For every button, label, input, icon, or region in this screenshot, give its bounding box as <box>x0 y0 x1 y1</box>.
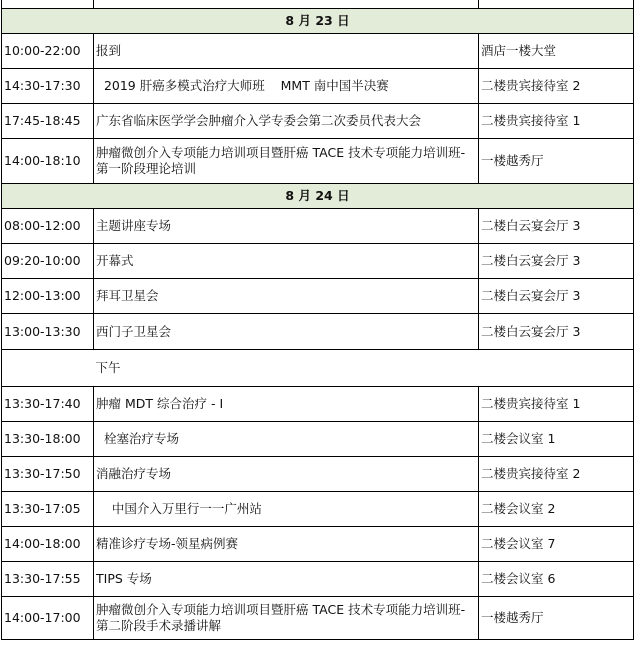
time-cell: 14:00-18:10 <box>2 139 94 184</box>
table-row <box>2 457 634 492</box>
time-cell: 13:30-17:55 <box>2 562 94 597</box>
table-row <box>2 34 634 69</box>
time-cell: 13:30-18:00 <box>2 422 94 457</box>
event-cell: 肿瘤 MDT 综合治疗 - I <box>94 387 479 422</box>
time-cell: 13:30-17:05 <box>2 492 94 527</box>
table-row-top-partial <box>2 0 634 9</box>
day-header-row <box>2 9 634 34</box>
venue-cell: 二楼贵宾接待室 2 <box>479 69 634 104</box>
table-row <box>2 492 634 527</box>
table-row <box>2 244 634 279</box>
venue-cell: 二楼贵宾接待室 1 <box>479 104 634 139</box>
table-row <box>2 597 634 640</box>
time-cell: 14:30-17:30 <box>2 69 94 104</box>
event-cell: 2019 肝癌多模式治疗大师班 MMT 南中国半决赛 <box>94 69 479 104</box>
venue-cell: 二楼白云宴会厅 3 <box>479 209 634 244</box>
venue-cell: 二楼会议室 7 <box>479 527 634 562</box>
event-cell: 肿瘤微创介入专项能力培训项目暨肝癌 TACE 技术专项能力培训班-第一阶段理论培训 <box>94 139 479 184</box>
time-cell: 13:00-13:30 <box>2 314 94 350</box>
section-row-afternoon <box>2 350 634 387</box>
event-cell: 拜耳卫星会 <box>94 279 479 314</box>
time-cell: 13:30-17:50 <box>2 457 94 492</box>
time-cell: 14:00-17:00 <box>2 597 94 640</box>
event-cell: 广东省临床医学学会肿瘤介入学专委会第二次委员代表大会 <box>94 104 479 139</box>
event-cell: 主题讲座专场 <box>94 209 479 244</box>
venue-cell <box>479 0 634 9</box>
schedule-table <box>1 0 634 640</box>
event-cell: 报到 <box>94 34 479 69</box>
event-cell: 西门子卫星会 <box>94 314 479 350</box>
event-cell: 精准诊疗专场-领星病例赛 <box>94 527 479 562</box>
venue-cell: 二楼会议室 1 <box>479 422 634 457</box>
day-header-aug24: 8 月 24 日 <box>2 184 634 209</box>
venue-cell: 二楼贵宾接待室 2 <box>479 457 634 492</box>
day-header-aug23: 8 月 23 日 <box>2 9 634 34</box>
table-row <box>2 279 634 314</box>
venue-cell: 二楼贵宾接待室 1 <box>479 387 634 422</box>
time-cell: 13:30-17:40 <box>2 387 94 422</box>
event-cell: 栓塞治疗专场 <box>94 422 479 457</box>
venue-cell: 二楼会议室 2 <box>479 492 634 527</box>
venue-cell: 二楼会议室 6 <box>479 562 634 597</box>
table-row <box>2 139 634 184</box>
time-cell: 10:00-22:00 <box>2 34 94 69</box>
table-row <box>2 314 634 350</box>
event-cell: TIPS 专场 <box>94 562 479 597</box>
time-cell: 17:45-18:45 <box>2 104 94 139</box>
section-label: 下午 <box>94 350 479 387</box>
section-spacer <box>2 350 94 387</box>
table-row <box>2 387 634 422</box>
venue-cell: 二楼白云宴会厅 3 <box>479 314 634 350</box>
time-cell <box>2 0 94 9</box>
venue-cell: 二楼白云宴会厅 3 <box>479 279 634 314</box>
time-cell: 14:00-18:00 <box>2 527 94 562</box>
table-row <box>2 104 634 139</box>
venue-cell: 酒店一楼大堂 <box>479 34 634 69</box>
time-cell: 09:20-10:00 <box>2 244 94 279</box>
venue-cell: 一楼越秀厅 <box>479 597 634 640</box>
event-cell <box>94 0 479 9</box>
event-cell: 肿瘤微创介入专项能力培训项目暨肝癌 TACE 技术专项能力培训班-第二阶段手术录播讲解 <box>94 597 479 640</box>
table-row <box>2 527 634 562</box>
venue-cell: 一楼越秀厅 <box>479 139 634 184</box>
table-row <box>2 69 634 104</box>
table-row <box>2 422 634 457</box>
venue-cell: 二楼白云宴会厅 3 <box>479 244 634 279</box>
time-cell: 12:00-13:00 <box>2 279 94 314</box>
table-row <box>2 562 634 597</box>
time-cell: 08:00-12:00 <box>2 209 94 244</box>
day-header-row <box>2 184 634 209</box>
event-cell: 消融治疗专场 <box>94 457 479 492</box>
event-cell: 中国介入万里行一一广州站 <box>94 492 479 527</box>
event-cell: 开幕式 <box>94 244 479 279</box>
table-row <box>2 209 634 244</box>
section-spacer <box>479 350 634 387</box>
